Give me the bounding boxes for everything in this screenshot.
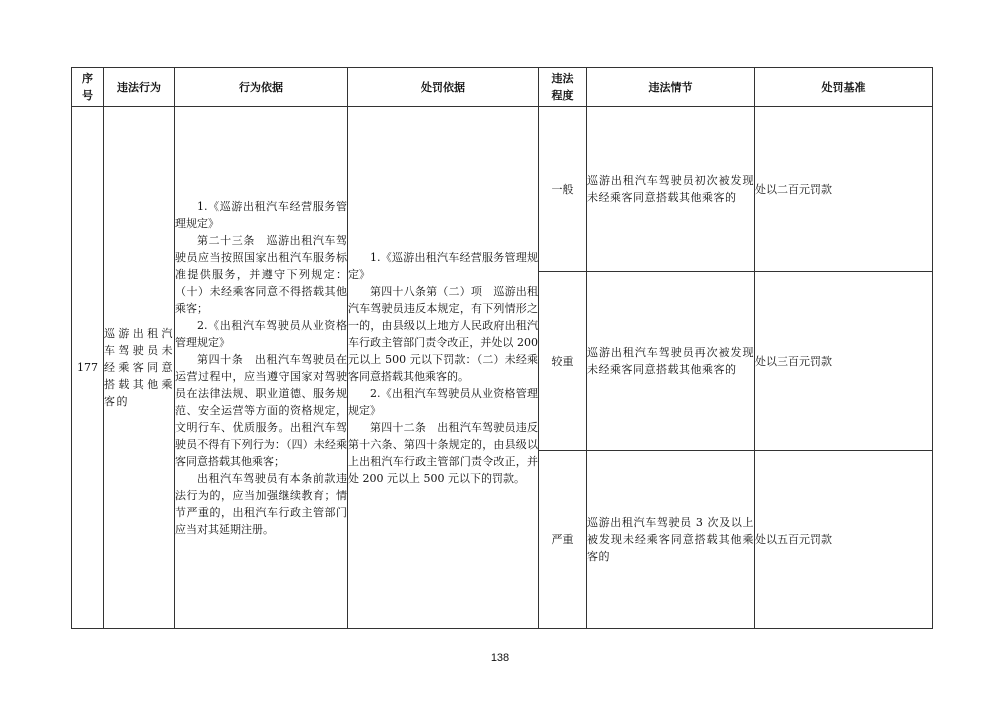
degree-severe: 严重 [539, 451, 587, 629]
penalty-table [71, 67, 933, 629]
standard-severe: 处以五百元罚款 [755, 451, 933, 629]
page-number: 138 [490, 652, 510, 664]
header-violation: 违法行为 [104, 68, 175, 107]
standard-general: 处以二百元罚款 [755, 107, 933, 272]
circumstance-general: 巡游出租汽车驾驶员初次被发现未经乘客同意搭载其他乘客的 [587, 107, 755, 272]
header-penalty-basis: 处罚依据 [348, 68, 539, 107]
header-degree: 违法程度 [539, 68, 587, 107]
basis-para: 第二十三条 巡游出租汽车驾驶员应当按照国家出租汽车服务标准提供服务，并遵守下列规定：（十）未经乘客同意不得搭载其他乘客； [175, 233, 347, 315]
penalty-basis [348, 107, 539, 629]
penalty-basis-para: 1.《巡游出租汽车经营服务管理规定》 [348, 250, 538, 281]
degree-serious: 较重 [539, 272, 587, 451]
penalty-basis-para: 第四十二条 出租汽车驾驶员违反第十六条、第四十条规定的，由县级以上出租汽车行政主管部门责令改正，并处 200 元以上 500 元以下的罚款。 [348, 420, 538, 485]
header-circumstances: 违法情节 [587, 68, 755, 107]
basis-para: 2.《出租汽车驾驶员从业资格管理规定》 [175, 318, 347, 349]
circumstance-severe: 巡游出租汽车驾驶员 3 次及以上被发现未经乘客同意搭载其他乘客的 [587, 451, 755, 629]
header-conduct-basis: 行为依据 [175, 68, 348, 107]
degree-general: 一般 [539, 107, 587, 272]
violation-text: 巡游出租汽车驾驶员未经乘客同意搭载其他乘客的 [104, 107, 175, 629]
conduct-basis [175, 107, 348, 629]
basis-para: 1.《巡游出租汽车经营服务管理规定》 [175, 199, 347, 230]
header-seq: 序号 [72, 68, 104, 107]
table-row [72, 107, 933, 272]
basis-para: 出租汽车驾驶员有本条前款违法行为的，应当加强继续教育；情节严重的，出租汽车行政主管部门应当对其延期注册。 [175, 471, 347, 536]
basis-para: 第四十条 出租汽车驾驶员在运营过程中，应当遵守国家对驾驶员在法律法规、职业道德、服务规范、安全运营等方面的资格规定，文明行车、优质服务。出租汽车驾驶员不得有下列行为：（四）未经乘客同意搭载其他乘客； [175, 352, 347, 468]
standard-serious: 处以三百元罚款 [755, 272, 933, 451]
row-seq: 177 [72, 107, 104, 629]
header-row [72, 68, 933, 107]
circumstance-serious: 巡游出租汽车驾驶员再次被发现未经乘客同意搭载其他乘客的 [587, 272, 755, 451]
header-penalty-standard: 处罚基准 [755, 68, 933, 107]
penalty-basis-para: 2.《出租汽车驾驶员从业资格管理规定》 [348, 386, 538, 417]
penalty-basis-para: 第四十八条第（二）项 巡游出租汽车驾驶员违反本规定，有下列情形之一的，由县级以上地方人民政府出租汽车行政主管部门责令改正，并处以 200 元以上 500 元以下罚款：（二）未经乘客同意搭载其他乘客的。 [348, 284, 538, 383]
